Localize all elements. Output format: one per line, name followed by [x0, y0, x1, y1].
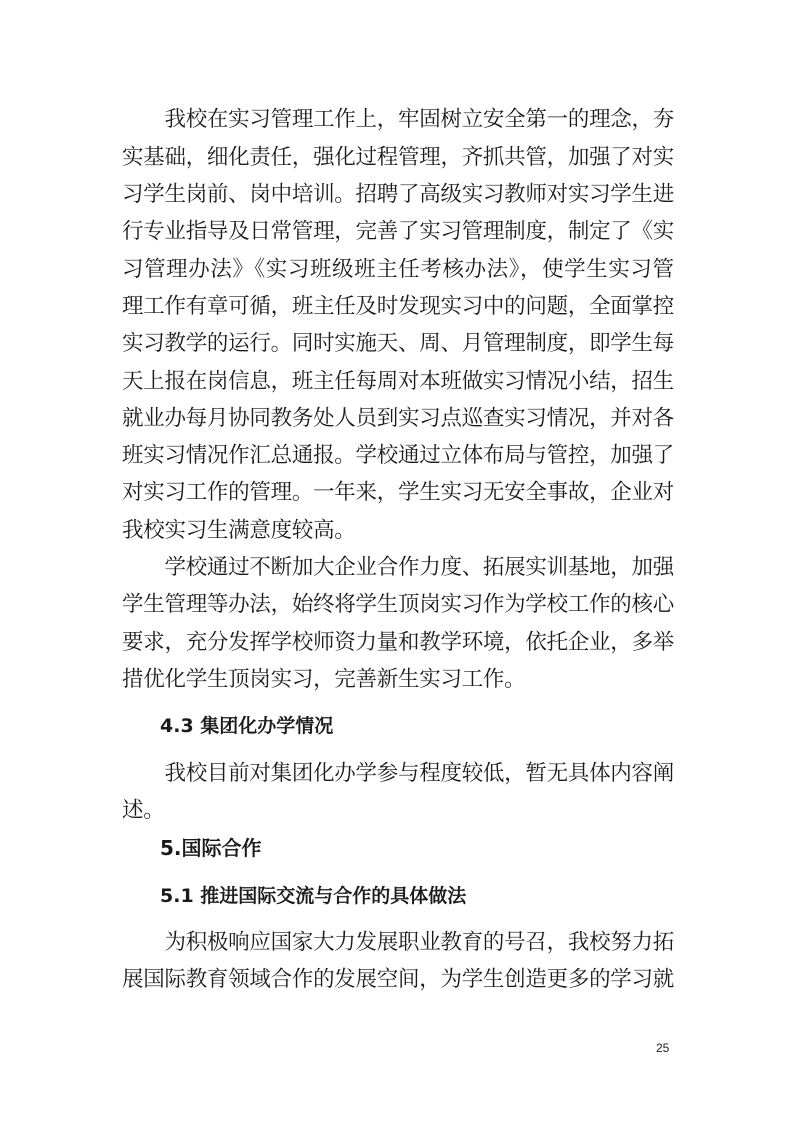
- text-line: 实习教学的运行。同时实施天、周、月管理制度，即学生每: [122, 331, 675, 356]
- text-line: 我校在实习管理工作上，牢固树立安全第一的理念，夯: [122, 107, 675, 132]
- text-line: 为积极响应国家大力发展职业教育的号召，我校努力拓: [122, 930, 675, 955]
- section-heading-4-3: 4.3 集团化办学情况: [160, 715, 334, 737]
- text-line: 习学生岗前、岗中培训。招聘了高级实习教师对实习学生进: [122, 182, 675, 207]
- text-line: 我校目前对集团化办学参与程度较低，暂无具体内容阐: [122, 761, 675, 786]
- text-line: 行专业指导及日常管理，完善了实习管理制度，制定了《实: [122, 219, 675, 244]
- page-number: 25: [656, 1041, 670, 1055]
- text-line: 对实习工作的管理。一年来，学生实习无安全事故，企业对: [122, 480, 675, 505]
- text-line: 习管理办法》《实习班级班主任考核办法》，使学生实习管: [122, 257, 674, 282]
- text-line: 实基础，细化责任，强化过程管理，齐抓共管，加强了对实: [122, 145, 675, 170]
- text-line: 措优化学生顶岗实习，完善新生实习工作。: [122, 667, 526, 692]
- section-heading-5-1: 5.1 推进国际交流与合作的具体做法: [160, 885, 467, 907]
- text-line: 理工作有章可循，班主任及时发现实习中的问题，全面掌控: [122, 294, 675, 319]
- text-line: 班实习情况作汇总通报。学校通过立体布局与管控，加强了: [122, 443, 675, 468]
- text-line: 要求，充分发挥学校师资力量和教学环境，依托企业，多举: [122, 630, 675, 655]
- text-line: 就业办每月协同教务处人员到实习点巡查实习情况，并对各: [122, 406, 675, 431]
- text-line: 天上报在岗信息，班主任每周对本班做实习情况小结，招生: [122, 369, 675, 394]
- text-line: 展国际教育领域合作的发展空间，为学生创造更多的学习就: [122, 967, 675, 992]
- text-line: 我校实习生满意度较高。: [122, 518, 356, 543]
- text-line: 述。: [122, 798, 165, 823]
- text-line: 学生管理等办法，始终将学生顶岗实习作为学校工作的核心: [122, 592, 675, 617]
- text-line: 学校通过不断加大企业合作力度、拓展实训基地，加强: [122, 555, 675, 580]
- section-heading-5: 5.国际合作: [160, 836, 262, 860]
